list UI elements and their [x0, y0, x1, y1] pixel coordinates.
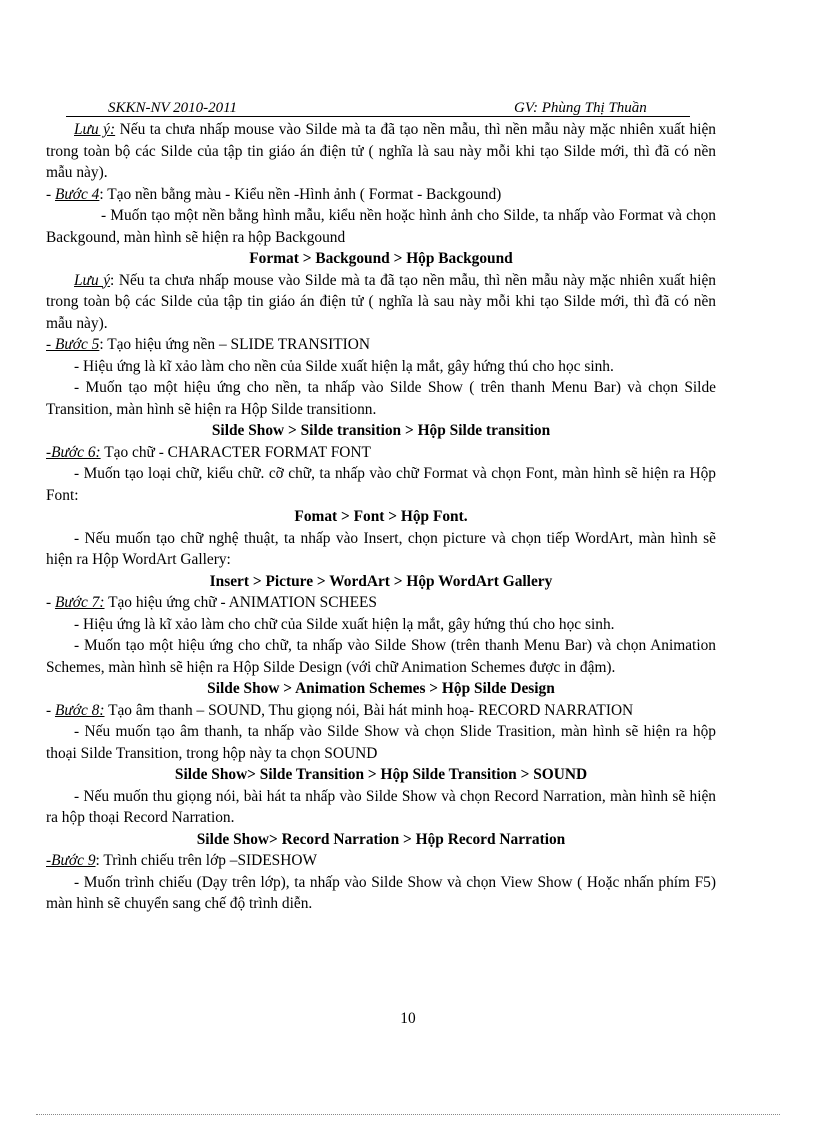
page-bottom-border — [36, 1114, 780, 1115]
step-5-heading: - Bước 5: Tạo hiệu ứng nền – SLIDE TRANSITION — [46, 336, 371, 353]
step-8-label: Bước 8: — [54, 701, 105, 719]
step-6-label: -Bước 6: — [46, 443, 101, 461]
document-body — [46, 119, 716, 915]
page-header — [66, 99, 690, 117]
note-paragraph-2: Lưu ý: Nếu ta chưa nhấp mouse vào Silde mà ta đã tạo nền mẫu, thì nền mẫu này mặc nhiên xuất hiện trong toàn bộ các Silde của tập tin giáo án điện tử ( nghĩa là sau này mỗi khi tạo Silde mới, thì đã có nền mẫu này). — [46, 271, 716, 332]
menu-path-1: Format > Backgound > Hộp Backgound — [249, 250, 513, 267]
note-paragraph-1: Lưu ý: Nếu ta chưa nhấp mouse vào Silde mà ta đã tạo nền mẫu, thì nền mẫu này mặc nhiên xuất hiện trong toàn bộ các Silde của tập tin giáo án điện tử ( nghĩa là sau này mỗi khi tạo Silde mới, thì đã có nền mẫu này). — [46, 121, 717, 181]
header-left: SKKN-NV 2010-2011 — [108, 100, 238, 116]
paragraph-11: - Nếu muốn thu giọng nói, bài hát ta nhấp vào Silde Show và chọn Record Narration, màn hình sẽ hiện ra hộp thoại Record Narration. — [46, 787, 716, 826]
step-7-label: Bước 7: — [54, 594, 105, 611]
note-label: Lưu ý — [74, 271, 111, 289]
step-9-label: -Bước 9 — [46, 852, 96, 869]
menu-path-4: Insert > Picture > WordArt > Hộp WordArt Gallery — [209, 572, 553, 590]
paragraph-4: - Hiệu ứng là kĩ xảo làm cho nền của Silde xuất hiện lạ mắt, gây hứng thú cho học sinh. — [74, 357, 614, 375]
paragraph-12: - Muốn trình chiếu (Dạy trên lớp), ta nhấp vào Silde Show và chọn View Show ( Hoặc nhấn phím F5) màn hình sẽ chuyển sang chế độ trình diễn. — [46, 873, 716, 912]
menu-path-3: Fomat > Font > Hộp Font. — [294, 508, 468, 525]
paragraph-6: - Muốn tạo loại chữ, kiểu chữ. cỡ chữ, ta nhấp vào chữ Format và chọn Font, màn hình sẽ hiện ra Hộp Font: — [46, 465, 716, 504]
step-7-heading: - Bước 7: Tạo hiệu ứng chữ - ANIMATION SCHEES — [46, 594, 377, 611]
paragraph-2: - Muốn tạo một nền bằng hình mẫu, kiểu nền hoặc hình ảnh cho Silde, ta nhấp vào Format và chọn Backgound, màn hình sẽ hiện ra hộp Backgound — [46, 207, 716, 246]
menu-path-2: Silde Show > Silde transition > Hộp Silde transition — [211, 422, 551, 439]
paragraph-9: - Muốn tạo một hiệu ứng cho chữ, ta nhấp vào Silde Show (trên thanh Menu Bar) và chọn Animation Schemes, màn hình sẽ hiện ra Hộp Silde Design (với chữ Animation Schemes được in đậm). — [46, 637, 716, 676]
paragraph-7: - Nếu muốn tạo chữ nghệ thuật, ta nhấp vào Insert, chọn picture và chọn tiếp WordArt, màn hình sẽ hiện ra Hộp WordArt Gallery: — [46, 529, 716, 568]
step-9-heading: -Bước 9: Trình chiếu trên lớp –SIDESHOW — [46, 852, 317, 869]
paragraph-5: - Muốn tạo một hiệu ứng cho nền, ta nhấp vào Silde Show ( trên thanh Menu Bar) và chọn Silde Transition, màn hình sẽ hiện ra Hộp Silde transitionn. — [46, 379, 716, 418]
step-8-heading: - Bước 8: Tạo âm thanh – SOUND, Thu giọng nói, Bài hát minh hoạ- RECORD NARRATION — [46, 701, 634, 719]
menu-path-7: Silde Show> Record Narration > Hộp Record Narration — [196, 830, 566, 848]
step-4-label: Bước 4 — [54, 185, 100, 203]
page-number: 10 — [400, 1010, 416, 1027]
paragraph-10: - Nếu muốn tạo âm thanh, ta nhấp vào Silde Show và chọn Slide Trasition, màn hình sẽ hiện ra hộp thoại Silde Transition, trong hộp này ta chọn SOUND — [46, 723, 716, 762]
note-label: Lưu ý: — [74, 121, 116, 138]
paragraph-8: - Hiệu ứng là kĩ xảo làm cho chữ của Silde xuất hiện lạ mắt, gây hứng thú cho học sinh. — [74, 615, 615, 633]
menu-path-5: Silde Show > Animation Schemes > Hộp Silde Design — [207, 680, 555, 697]
step-5-label: - Bước 5 — [46, 336, 100, 353]
header-right: GV: Phùng Thị Thuần — [514, 100, 647, 116]
step-6-heading: -Bước 6: Tạo chữ - CHARACTER FORMAT FONT — [46, 443, 371, 461]
menu-path-6: Silde Show> Silde Transition > Hộp Silde Transition > SOUND — [174, 766, 588, 783]
step-4-heading: - Bước 4: Tạo nền bằng màu - Kiểu nền -Hình ảnh ( Format - Backgound) — [46, 185, 502, 203]
